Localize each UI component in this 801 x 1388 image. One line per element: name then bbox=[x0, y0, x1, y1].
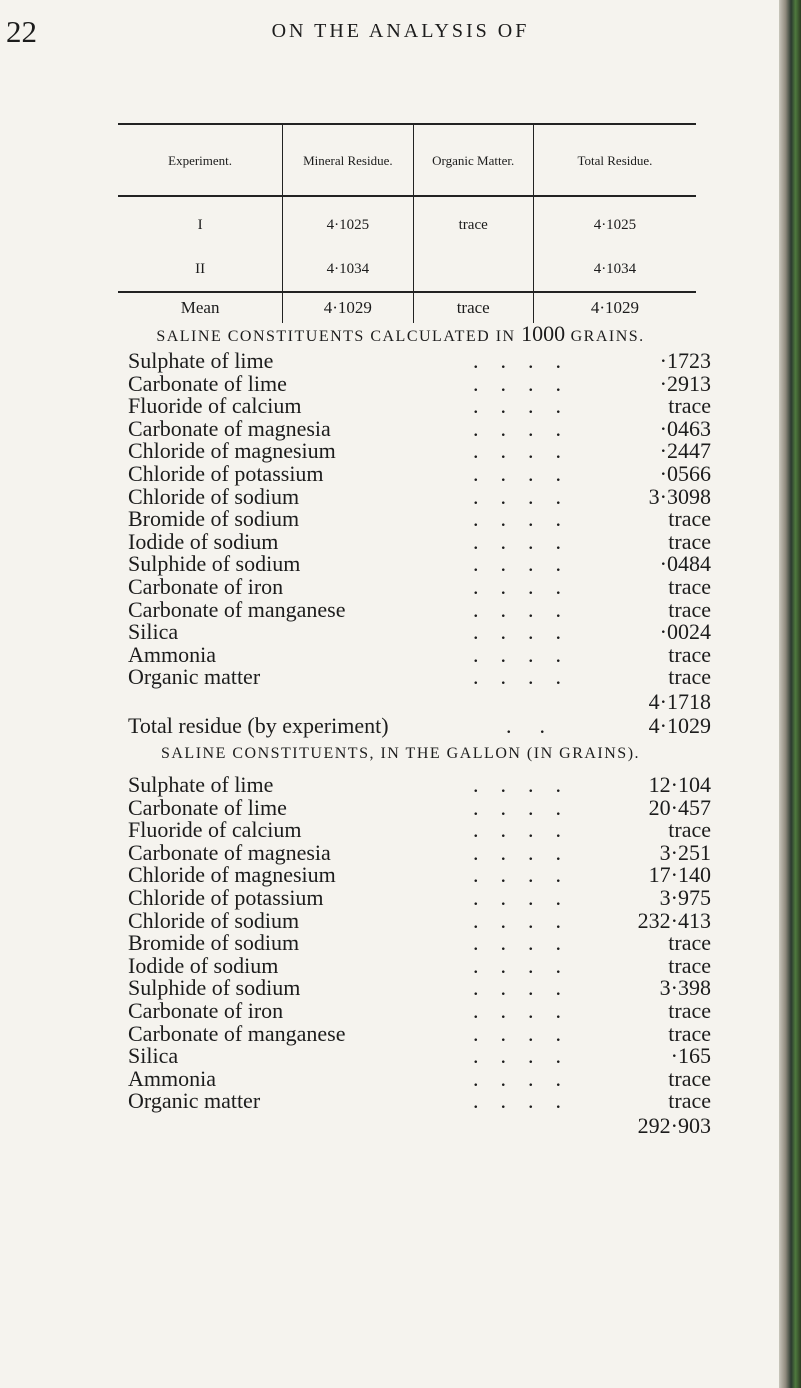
constituent-name: Carbonate of magnesia bbox=[128, 839, 331, 865]
leader-dots: .... bbox=[473, 573, 583, 599]
constituent-name: Sulphide of sodium bbox=[128, 975, 301, 1001]
book-binding-edge bbox=[779, 0, 801, 1388]
constituent-value: trace bbox=[668, 528, 711, 554]
leader-dots: .... bbox=[473, 415, 583, 441]
table-cell: trace bbox=[413, 196, 533, 247]
list-item bbox=[128, 819, 711, 842]
leader-dots: .... bbox=[473, 1088, 583, 1114]
list-item bbox=[128, 528, 711, 554]
constituent-name: Fluoride of calcium bbox=[128, 817, 302, 843]
list-item bbox=[128, 1045, 711, 1068]
constituent-value: trace bbox=[668, 393, 711, 419]
leader-dots: .... bbox=[473, 551, 583, 577]
table-cell: 4·1025 bbox=[283, 196, 413, 247]
leader-dots: .... bbox=[473, 997, 583, 1023]
leader-dots: .. bbox=[506, 713, 573, 738]
list-item bbox=[128, 440, 711, 463]
constituent-name: Carbonate of lime bbox=[128, 794, 287, 820]
constituent-value: trace bbox=[668, 1020, 711, 1046]
running-head: ON THE ANALYSIS OF bbox=[271, 20, 530, 42]
leader-dots: .... bbox=[473, 664, 583, 690]
constituent-value: 12·104 bbox=[648, 772, 711, 797]
table-cell: II bbox=[195, 260, 206, 277]
table-cell: Mean bbox=[118, 292, 283, 323]
constituent-value: trace bbox=[668, 930, 711, 956]
constituent-name: Carbonate of magnesia bbox=[128, 415, 331, 441]
total-residue-value: 4·1029 bbox=[648, 713, 711, 738]
section2-total: 292·903 bbox=[637, 1113, 711, 1138]
leader-dots: .... bbox=[473, 1020, 583, 1046]
constituent-value: ·2913 bbox=[659, 370, 711, 396]
section1-heading-number: 1000 bbox=[521, 321, 566, 346]
list-item bbox=[128, 641, 711, 667]
list-item bbox=[128, 508, 711, 531]
list-item bbox=[128, 794, 711, 820]
leader-dots: .... bbox=[473, 619, 583, 645]
leader-dots: .... bbox=[473, 817, 583, 843]
constituent-name: Carbonate of lime bbox=[128, 370, 287, 396]
leader-dots: .... bbox=[473, 772, 583, 797]
section2-list bbox=[128, 774, 711, 1113]
constituent-value: trace bbox=[668, 1088, 711, 1114]
constituent-value: trace bbox=[668, 997, 711, 1023]
leader-dots: .... bbox=[473, 884, 583, 910]
leader-dots: .... bbox=[473, 952, 583, 978]
constituent-value: 3·251 bbox=[659, 839, 711, 865]
list-item bbox=[128, 884, 711, 910]
leader-dots: .... bbox=[473, 528, 583, 554]
constituent-name: Ammonia bbox=[128, 1065, 216, 1091]
constituent-value: 232·413 bbox=[637, 907, 711, 933]
constituent-value: ·0024 bbox=[659, 619, 711, 645]
list-item bbox=[128, 483, 711, 509]
constituent-value: trace bbox=[668, 1065, 711, 1091]
leader-dots: .... bbox=[473, 930, 583, 956]
leader-dots: .... bbox=[473, 506, 583, 532]
table-row bbox=[118, 247, 696, 292]
constituent-value: ·2447 bbox=[659, 438, 711, 464]
list-item bbox=[128, 977, 711, 1000]
constituent-value: trace bbox=[668, 641, 711, 667]
list-item bbox=[128, 864, 711, 887]
list-item bbox=[128, 774, 711, 797]
header-mineral-residue: Mineral Residue. bbox=[283, 124, 413, 196]
leader-dots: .... bbox=[473, 393, 583, 419]
constituent-value: 3·3098 bbox=[648, 483, 711, 509]
table-cell: 4·1034 bbox=[533, 247, 696, 292]
header-total-residue: Total Residue. bbox=[533, 124, 696, 196]
table-cell bbox=[413, 247, 533, 292]
constituent-name: Chloride of magnesium bbox=[128, 438, 336, 464]
section1-heading-text: SALINE CONSTITUENTS CALCULATED IN bbox=[156, 328, 516, 345]
header-organic-matter: Organic Matter. bbox=[413, 124, 533, 196]
list-item bbox=[128, 839, 711, 865]
leader-dots: .... bbox=[473, 907, 583, 933]
section1-heading-unit: GRAINS. bbox=[570, 328, 645, 345]
section1-list bbox=[128, 350, 711, 689]
constituent-name: Fluoride of calcium bbox=[128, 393, 302, 419]
leader-dots: .... bbox=[473, 438, 583, 464]
constituent-value: trace bbox=[668, 596, 711, 622]
constituent-value: 20·457 bbox=[648, 794, 711, 820]
list-item bbox=[128, 952, 711, 978]
section1-total: 4·1718 bbox=[648, 689, 711, 714]
constituent-value: ·0566 bbox=[659, 460, 711, 486]
list-item bbox=[128, 1020, 711, 1046]
constituent-name: Sulphate of lime bbox=[128, 772, 274, 797]
table-row bbox=[118, 196, 696, 247]
list-item bbox=[128, 596, 711, 622]
constituent-value: 17·140 bbox=[648, 862, 711, 888]
list-item bbox=[128, 395, 711, 418]
leader-dots: .... bbox=[473, 862, 583, 888]
table-header-row bbox=[118, 124, 696, 196]
leader-dots: .... bbox=[473, 460, 583, 486]
table-cell: 4·1029 bbox=[533, 292, 696, 323]
section1-heading bbox=[0, 321, 801, 347]
leader-dots: .... bbox=[473, 794, 583, 820]
list-item bbox=[128, 553, 711, 576]
list-item bbox=[128, 573, 711, 599]
table-cell: I bbox=[197, 216, 203, 233]
constituent-value: trace bbox=[668, 573, 711, 599]
constituent-name: Iodide of sodium bbox=[128, 952, 279, 978]
constituent-name: Bromide of sodium bbox=[128, 506, 300, 532]
constituent-name: Ammonia bbox=[128, 641, 216, 667]
list-item bbox=[128, 997, 711, 1023]
constituent-value: trace bbox=[668, 952, 711, 978]
constituent-value: trace bbox=[668, 506, 711, 532]
leader-dots: .... bbox=[473, 1065, 583, 1091]
constituent-name: Carbonate of iron bbox=[128, 573, 284, 599]
constituent-name: Organic matter bbox=[128, 1088, 261, 1114]
table-cell: 4·1034 bbox=[283, 247, 413, 292]
constituent-value: trace bbox=[668, 664, 711, 690]
leader-dots: .... bbox=[473, 641, 583, 667]
constituent-name: Carbonate of manganese bbox=[128, 596, 346, 622]
constituent-name: Silica bbox=[128, 1043, 179, 1069]
constituent-value: ·0463 bbox=[659, 415, 711, 441]
list-item bbox=[128, 932, 711, 955]
table-cell: 4·1025 bbox=[533, 196, 696, 247]
constituent-name: Iodide of sodium bbox=[128, 528, 279, 554]
constituent-name: Carbonate of iron bbox=[128, 997, 284, 1023]
constituent-name: Chloride of magnesium bbox=[128, 862, 336, 888]
constituent-value: ·0484 bbox=[659, 551, 711, 577]
constituent-name: Bromide of sodium bbox=[128, 930, 300, 956]
section2-heading: SALINE CONSTITUENTS, IN THE GALLON (IN GRAINS). bbox=[160, 745, 641, 762]
experiment-table bbox=[118, 123, 696, 323]
table-cell: 4·1029 bbox=[283, 292, 413, 323]
section1-total-line bbox=[128, 690, 711, 714]
constituent-name: Chloride of potassium bbox=[128, 460, 324, 486]
constituent-name: Chloride of sodium bbox=[128, 907, 300, 933]
mean-row bbox=[118, 292, 696, 323]
header-experiment: Experiment. bbox=[168, 152, 233, 168]
total-residue-line bbox=[128, 714, 711, 738]
constituent-name: Sulphate of lime bbox=[128, 348, 274, 373]
list-item bbox=[128, 370, 711, 396]
leader-dots: .... bbox=[473, 839, 583, 865]
leader-dots: .... bbox=[473, 975, 583, 1001]
leader-dots: .... bbox=[473, 596, 583, 622]
section2-total-line bbox=[128, 1114, 711, 1138]
list-item bbox=[128, 350, 711, 373]
total-residue-label: Total residue (by experiment) bbox=[128, 713, 389, 738]
constituent-value: 3·975 bbox=[659, 884, 711, 910]
list-item bbox=[128, 1065, 711, 1091]
list-item bbox=[128, 460, 711, 486]
constituent-value: ·1723 bbox=[659, 348, 711, 373]
list-item bbox=[128, 415, 711, 441]
list-item bbox=[128, 621, 711, 644]
leader-dots: .... bbox=[473, 348, 583, 373]
constituent-value: trace bbox=[668, 817, 711, 843]
constituent-value: 3·398 bbox=[659, 975, 711, 1001]
table-cell: trace bbox=[413, 292, 533, 323]
constituent-value: ·165 bbox=[670, 1043, 711, 1069]
constituent-name: Carbonate of manganese bbox=[128, 1020, 346, 1046]
constituent-name: Sulphide of sodium bbox=[128, 551, 301, 577]
constituent-name: Chloride of potassium bbox=[128, 884, 324, 910]
constituent-name: Silica bbox=[128, 619, 179, 645]
constituent-name: Organic matter bbox=[128, 664, 261, 690]
list-item bbox=[128, 666, 711, 689]
leader-dots: .... bbox=[473, 370, 583, 396]
list-item bbox=[128, 907, 711, 933]
list-item bbox=[128, 1090, 711, 1113]
page-number: 22 bbox=[6, 14, 37, 49]
leader-dots: .... bbox=[473, 483, 583, 509]
leader-dots: .... bbox=[473, 1043, 583, 1069]
constituent-name: Chloride of sodium bbox=[128, 483, 300, 509]
